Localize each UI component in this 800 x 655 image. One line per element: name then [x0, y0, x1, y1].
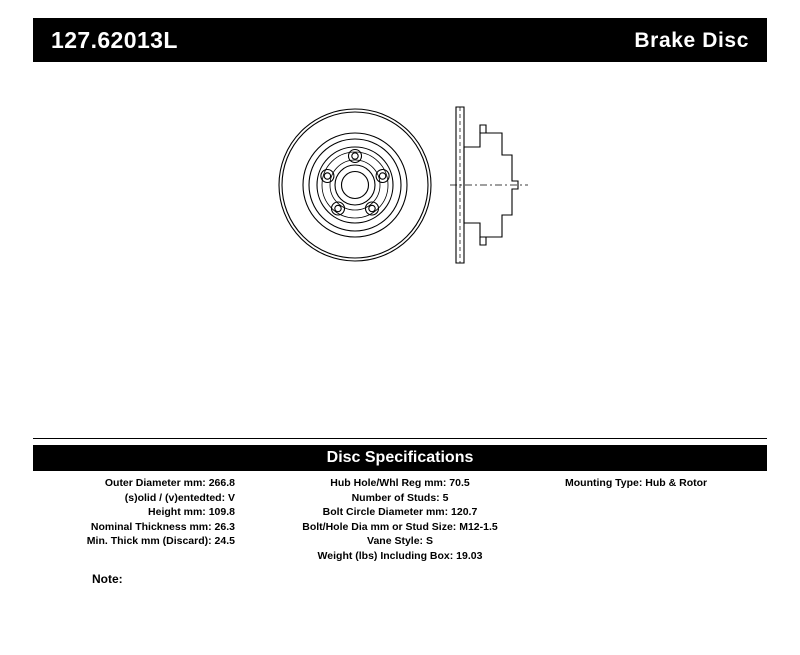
brake-rotor-drawing [250, 85, 580, 285]
spec-column-left [33, 476, 241, 549]
hub-body [317, 147, 393, 223]
stud-1-inner [352, 153, 358, 159]
spec-title-bar [33, 445, 767, 471]
stud-protrusion-bottom [480, 237, 486, 245]
stud-4-inner [335, 205, 341, 211]
hub-bore [342, 172, 369, 199]
spec-row: Vane Style: S [367, 535, 433, 548]
spec-row: Nominal Thickness mm: 26.3 [90, 520, 235, 533]
spec-column-right [559, 476, 767, 491]
part-number: 127.62013L [51, 26, 178, 53]
header-bar [33, 18, 767, 62]
stud-3-inner [369, 205, 375, 211]
spec-columns [33, 476, 767, 564]
spec-row: Hub Hole/Whl Reg mm: 70.5 [330, 477, 470, 489]
spec-column-middle [241, 476, 559, 564]
product-type: Brake Disc [634, 28, 749, 52]
stud-2-inner [379, 173, 385, 179]
rotor-braking-surface [303, 133, 407, 237]
spec-row: Number of Studs: 5 [351, 491, 449, 504]
note-label: Note: [92, 572, 123, 586]
hub-web-detail [322, 152, 388, 218]
stud-protrusion-top [480, 125, 486, 133]
spec-row: Height mm: 109.8 [148, 506, 235, 519]
rotor-outer-edge [279, 109, 431, 261]
spec-row: Mounting Type: Hub & Rotor [565, 477, 708, 489]
spec-row: Min. Thick mm (Discard): 24.5 [86, 535, 235, 548]
spec-row: Bolt Circle Diameter mm: 120.7 [322, 506, 478, 519]
spec-title: Disc Specifications [326, 449, 474, 466]
stud-5-inner [324, 173, 330, 179]
spec-divider [33, 438, 767, 439]
spec-row: Weight (lbs) Including Box: 19.03 [317, 549, 483, 562]
spec-row: Outer Diameter mm: 266.8 [104, 477, 235, 489]
spec-row: (s)olid / (v)entedted: V [124, 491, 235, 504]
rotor-diagram-svg [250, 85, 580, 285]
spec-row: Bolt/Hole Dia mm or Stud Size: M12-1.5 [302, 520, 498, 533]
rotor-outer-edge-inner [282, 112, 428, 258]
rotor-side-view [450, 107, 528, 263]
